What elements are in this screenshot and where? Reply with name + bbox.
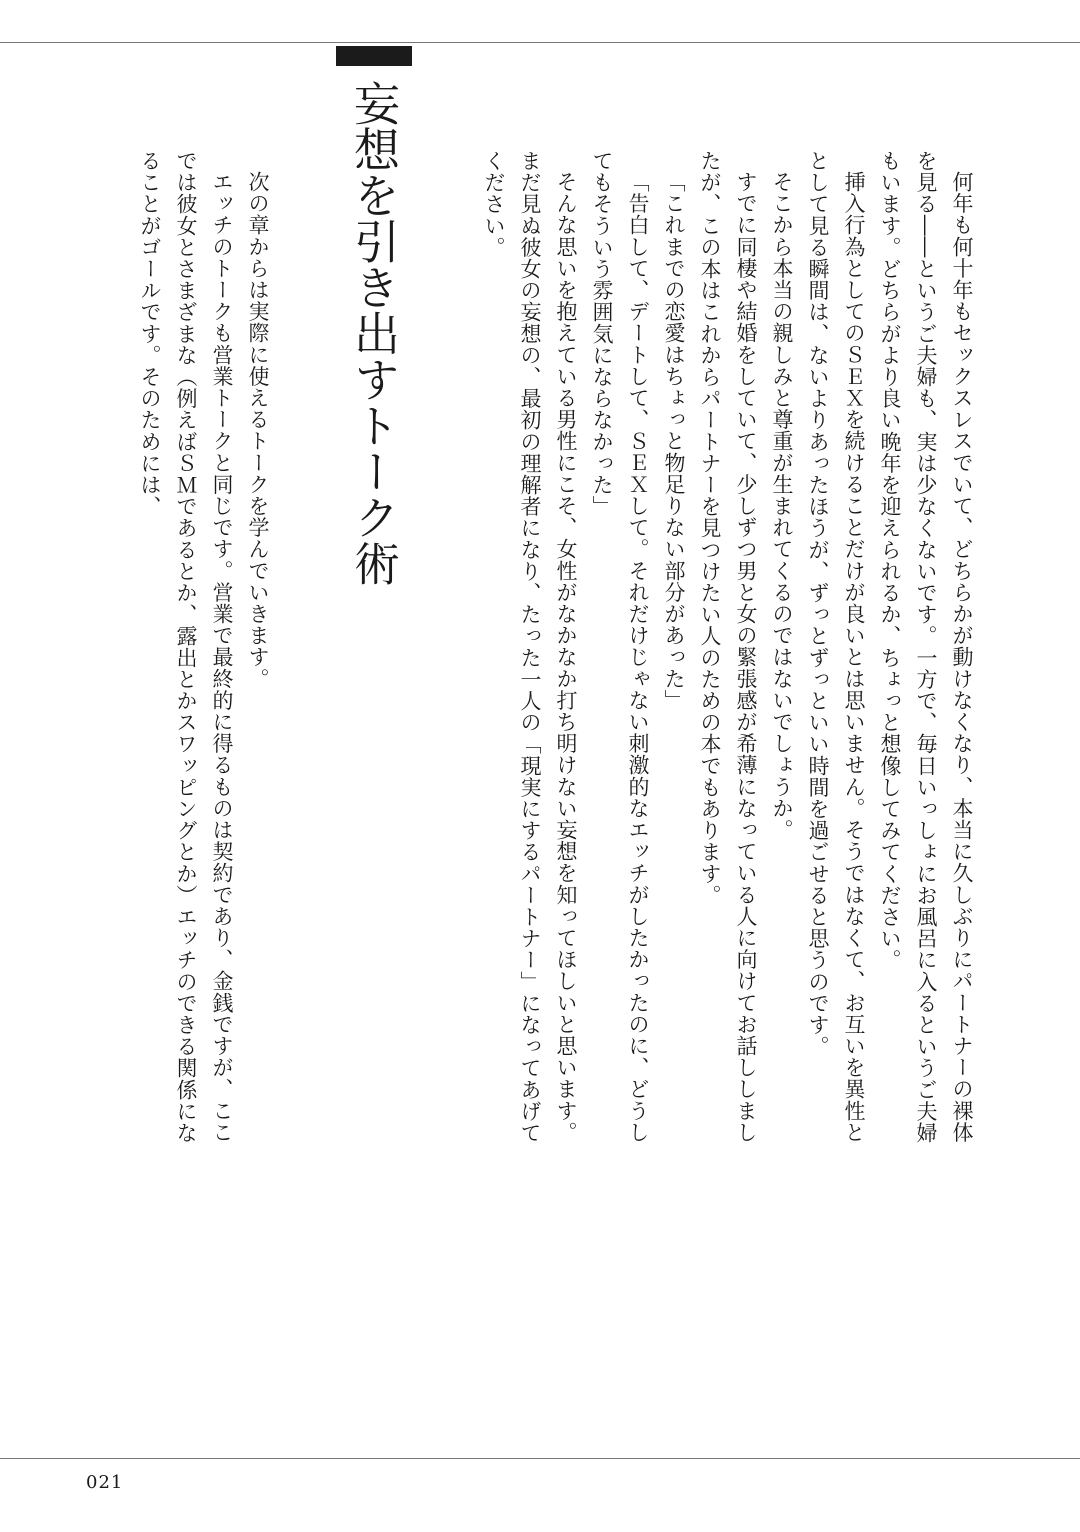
- paragraph: そこから本当の親しみと尊重が生まれてくるのではないでしょうか。: [770, 171, 794, 841]
- top-rule: [0, 42, 1080, 43]
- body-text-block-1: [470, 150, 980, 1160]
- paragraph: そんな思いを抱えている男性にこそ、女性がなかなか打ち明けない妄想を知ってほしいと思います。まだ見ぬ彼女の妄想の、最初の理解者になり、たった一人の「現実にするパートナー」になってあげてください。: [482, 150, 578, 1144]
- quote-paragraph: 「これまでの恋愛はちょっと物足りない部分があった」: [662, 171, 686, 711]
- page-number: 021: [86, 1472, 124, 1493]
- bottom-rule: [0, 1458, 1080, 1459]
- paragraph: すでに同棲や結婚をしていて、少しずつ男と女の緊張感が希薄になっている人に向けてお話ししましたが、この本はこれからパートナーを見つけたい人のための本でもあります。: [698, 150, 758, 1143]
- paragraph: 次の章からは実際に使えるトークを学んでいきます。: [246, 171, 270, 690]
- section-tab-marker: [336, 46, 412, 66]
- paragraph: 挿入行為としてのＳＥＸを続けることだけが良いとは思いません。そうではなくて、お互いを異性ととして見る瞬間は、ないよりあったほうが、ずっとずっといい時間を過ごせると思うのです。: [806, 150, 866, 1143]
- paragraph: エッチのトークも営業トークと同じです。営業で最終的に得るものは契約であり、金銭ですが、ここでは彼女とさまざまな（例えばＳＭであるとか、露出とかスワッピングとか）エッチのできる関係になることがゴールです。そのためには、: [138, 150, 234, 1144]
- body-text-block-2: [140, 150, 276, 1160]
- section-heading: 妄想を引き出すトーク術: [347, 80, 401, 586]
- paragraph: 何年も何十年もセックスレスでいて、どちらかが動けなくなり、本当に久しぶりにパートナーの裸体を見る――というご夫婦も、実は少なくないです。一方で、毎日いっしょにお風呂に入るというご夫婦もいます。どちらがより良い晩年を迎えられるか、ちょっと想像してみてください。: [878, 150, 974, 1144]
- quote-paragraph: 「告白して、デートして、ＳＥＸして。それだけじゃない刺激的なエッチがしたかったのに、どうしてもそういう雰囲気にならなかった」: [590, 150, 650, 1143]
